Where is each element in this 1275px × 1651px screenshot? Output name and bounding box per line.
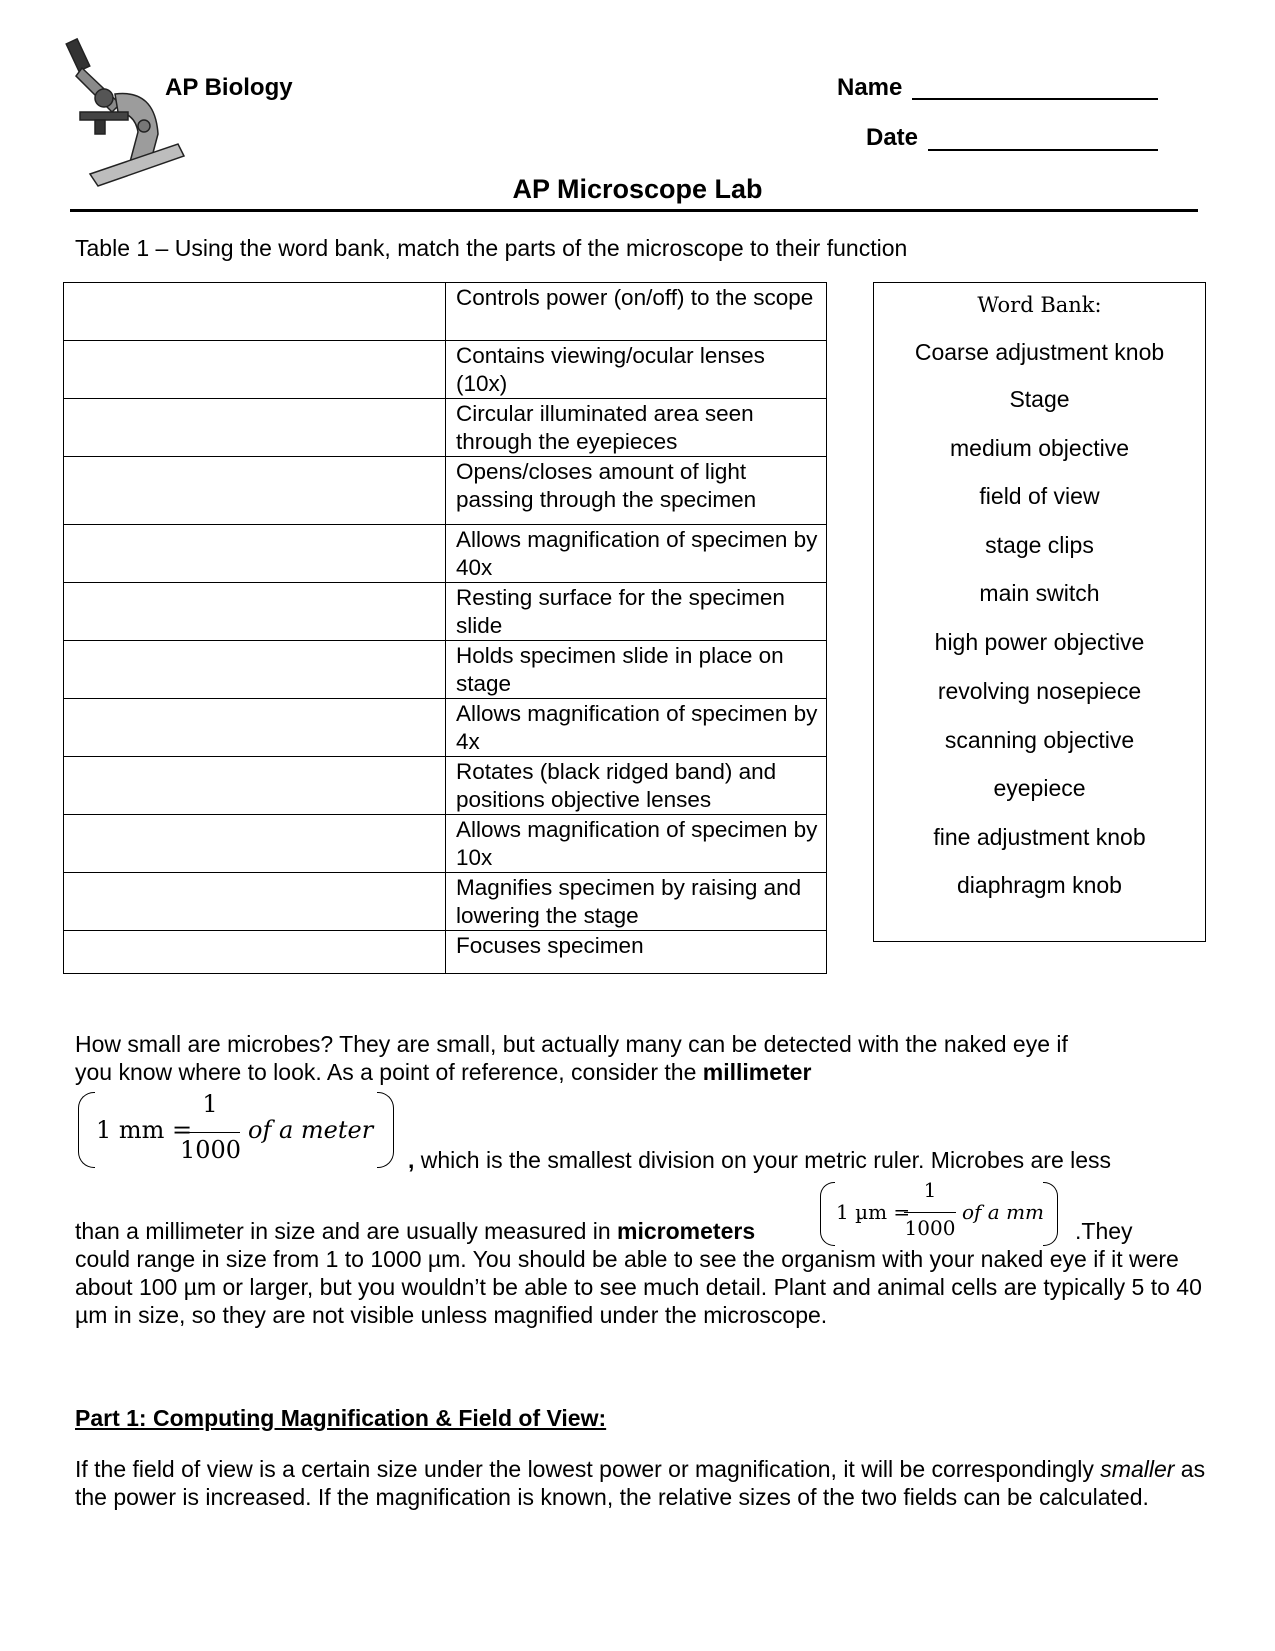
table-caption: Table 1 – Using the word bank, match the parts of the microscope to their function: [75, 235, 908, 261]
function-cell: Opens/closes amount of light passing through the specimen: [456, 459, 757, 512]
answer-cell[interactable]: [64, 341, 446, 398]
intro-paragraph-rest: could range in size from 1 to 1000 µm. You should be able to see the organism with your naked eye if it were about 100 µm or larger, but you wouldn’t be able to see much detail. Plant and animal cells are typically 5 to 40 µm in size, so they are not visible unless magnified under the microscope.: [75, 1246, 1202, 1328]
mm-formula-numerator: 1: [202, 1090, 218, 1118]
um-formula-right: of a mm: [962, 1200, 1045, 1224]
function-cell: Allows magnification of specimen by 40x: [456, 527, 818, 580]
word-bank-item: eyepiece: [993, 775, 1086, 801]
um-fraction-bar: [904, 1212, 956, 1213]
intro-paragraph-start: [75, 1030, 1215, 1086]
name-field[interactable]: [912, 98, 1158, 100]
part1-text-end: as the power is increased. If the magnification is known, the relative sizes of the two fields can be calculated.: [75, 1456, 1206, 1510]
page-title: AP Microscope Lab: [512, 174, 763, 204]
function-cell: Resting surface for the specimen slide: [456, 585, 785, 638]
word-bank-item: diaphragm knob: [957, 872, 1122, 898]
word-bank-item: revolving nosepiece: [937, 678, 1142, 704]
word-bank-item: main switch: [979, 580, 1100, 606]
answer-cell[interactable]: [64, 757, 446, 814]
table-row: [63, 814, 827, 872]
function-cell: Rotates (black ridged band) and positions objective lenses: [456, 759, 777, 812]
answer-cell[interactable]: [64, 641, 446, 698]
um-formula-numerator: 1: [923, 1178, 937, 1202]
function-cell: Circular illuminated area seen through the eyepieces: [456, 401, 754, 454]
table-row: [63, 756, 827, 814]
word-bank-item: stage clips: [985, 532, 1094, 558]
part1-paragraph: [75, 1455, 1215, 1511]
word-bank: [873, 282, 1206, 942]
answer-cell[interactable]: [64, 525, 446, 582]
um-formula-left: 1 µm =: [836, 1200, 911, 1224]
mm-fraction-bar: [180, 1132, 240, 1133]
answer-cell[interactable]: [64, 873, 446, 930]
part1-heading: Part 1: Computing Magnification & Field of View:: [75, 1405, 607, 1431]
micrometer-formula: [820, 1180, 1058, 1250]
word-bank-item: Stage: [1009, 386, 1070, 412]
intro-line-4-text: than a millimeter in size and are usually measured in: [75, 1218, 618, 1244]
table-row: [63, 582, 827, 640]
matching-table: [63, 282, 827, 974]
table-row: [63, 456, 827, 524]
word-bank-item: scanning objective: [944, 727, 1135, 753]
intro-line-3: [408, 1146, 1208, 1174]
part1-text-start: If the field of view is a certain size under the lowest power or magnification, it will be correspondingly: [75, 1456, 1101, 1482]
table-row: [63, 524, 827, 582]
function-cell: Magnifies specimen by raising and lowering the stage: [456, 875, 802, 928]
word-bank-item: fine adjustment knob: [933, 824, 1146, 850]
table-row: [63, 872, 827, 930]
function-cell: Holds specimen slide in place on stage: [456, 643, 784, 696]
millimeter-formula: [78, 1088, 394, 1170]
function-cell: Allows magnification of specimen by 4x: [456, 701, 818, 754]
intro-line-3-text: which is the smallest division on your metric ruler. Microbes are less: [414, 1147, 1112, 1173]
intro-line-2-text: you know where to look. As a point of reference, consider the: [75, 1059, 703, 1085]
table-row: [63, 930, 827, 974]
function-cell: Contains viewing/ocular lenses (10x): [456, 343, 765, 396]
answer-cell[interactable]: [64, 457, 446, 524]
answer-cell[interactable]: [64, 931, 446, 973]
intro-line-4: [75, 1217, 755, 1245]
course-title: AP Biology: [165, 74, 293, 101]
millimeter-term: millimeter: [702, 1059, 812, 1085]
table-row: [63, 640, 827, 698]
mm-formula-right: of a meter: [248, 1116, 374, 1144]
answer-cell[interactable]: [64, 283, 446, 340]
um-formula-denominator: 1000: [904, 1216, 956, 1240]
word-bank-item: Coarse adjustment knob: [914, 339, 1165, 365]
part1-emphasis: smaller: [1100, 1456, 1175, 1482]
intro-comma: ,: [408, 1147, 415, 1173]
intro-line-1: How small are microbes? They are small, but actually many can be detected with the naked eye if: [75, 1031, 1068, 1057]
answer-cell[interactable]: [64, 399, 446, 456]
date-field[interactable]: [928, 149, 1158, 151]
answer-cell[interactable]: [64, 583, 446, 640]
table-row: [63, 398, 827, 456]
table-row: [63, 340, 827, 398]
word-bank-item: high power objective: [934, 629, 1145, 655]
micrometers-term: micrometers: [617, 1218, 756, 1244]
intro-line-4-end: .They: [1075, 1218, 1133, 1244]
name-label: Name: [837, 74, 903, 101]
table-row: [63, 282, 827, 340]
title-divider: [70, 209, 1198, 212]
function-cell: Focuses specimen: [456, 933, 644, 958]
word-bank-title: Word Bank:: [977, 293, 1102, 317]
mm-formula-denominator: 1000: [180, 1136, 242, 1164]
date-label: Date: [866, 124, 919, 151]
intro-line-2: [75, 1058, 1215, 1086]
answer-cell[interactable]: [64, 815, 446, 872]
microscope-logo: [60, 34, 190, 192]
word-bank-item: field of view: [979, 483, 1100, 509]
mm-formula-left: 1 mm =: [96, 1116, 193, 1144]
answer-cell[interactable]: [64, 699, 446, 756]
function-cell: Controls power (on/off) to the scope: [456, 285, 814, 310]
word-bank-item: medium objective: [950, 435, 1129, 461]
table-row: [63, 698, 827, 756]
function-cell: Allows magnification of specimen by 10x: [456, 817, 818, 870]
